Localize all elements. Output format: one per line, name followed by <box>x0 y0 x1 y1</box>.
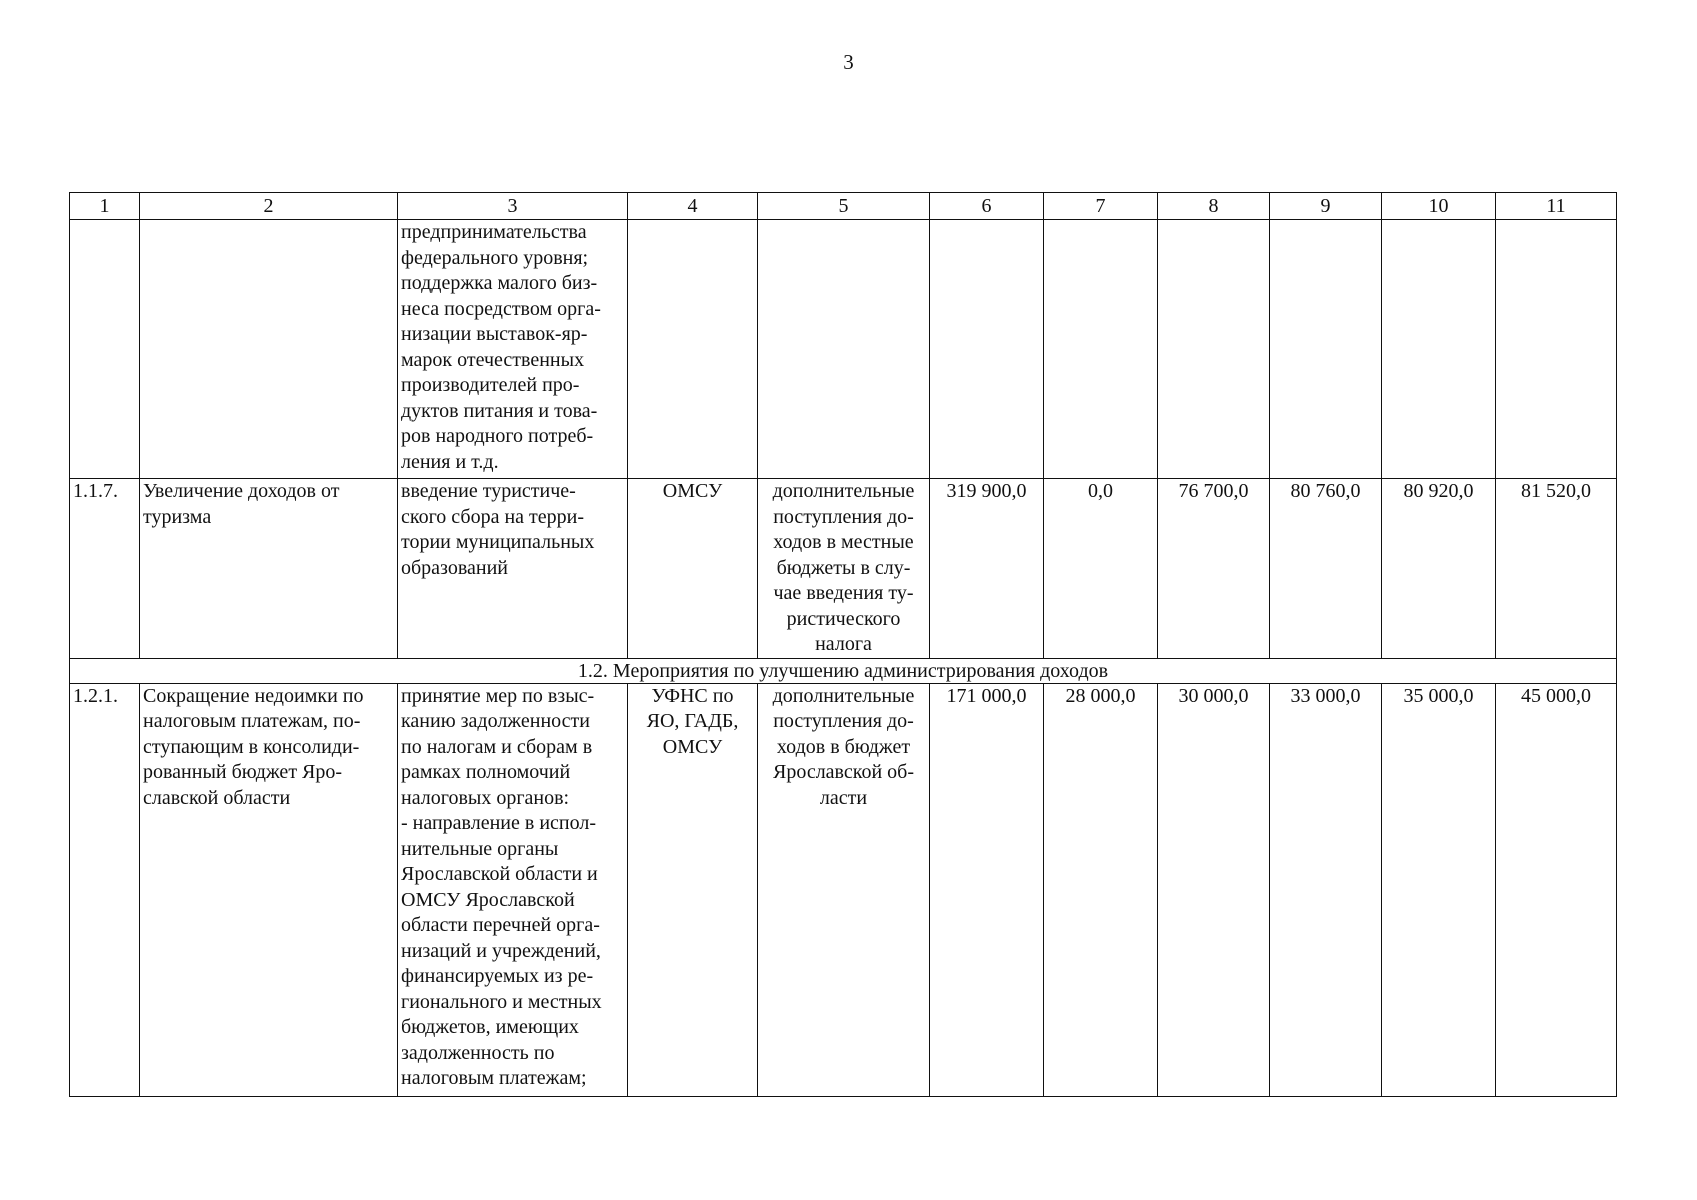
section-row-1-2 <box>70 658 1617 683</box>
col-header: 3 <box>398 193 628 220</box>
cell-executor <box>628 683 758 1096</box>
cell-measures <box>398 479 628 659</box>
text-line: ходов в местные <box>773 531 914 553</box>
text-line: низации выставок-яр- <box>401 323 588 345</box>
page-number: 3 <box>843 50 854 74</box>
cell-value: 81 520,0 <box>1496 479 1617 659</box>
cell-empty <box>1270 220 1382 479</box>
col-header: 7 <box>1044 193 1158 220</box>
text-line: - направление в испол- <box>401 812 596 834</box>
text-line: гионального и местных <box>401 990 602 1013</box>
text-line: ступающим в консолиди- <box>143 735 360 758</box>
text-line: Ярославской об- <box>772 761 914 783</box>
cell-value: 28 000,0 <box>1044 683 1158 1096</box>
text-line: Сокращение недоимки по <box>143 684 364 707</box>
cell-value: 80 920,0 <box>1382 479 1496 659</box>
text-line: дополнительные <box>772 684 915 707</box>
text-line: чае введения ту- <box>773 582 914 604</box>
cell-empty <box>1496 220 1617 479</box>
cell-number: 1.2.1. <box>70 683 140 1096</box>
text-line: дополнительные <box>772 480 915 502</box>
text-line: низаций и учреждений, <box>401 939 601 962</box>
text-line: нительные органы <box>401 837 559 860</box>
text-line: ОМСУ <box>662 735 723 758</box>
text-line: налога <box>815 633 872 655</box>
col-header: 9 <box>1270 193 1382 220</box>
text-line: производителей про- <box>401 374 580 396</box>
col-header: 6 <box>930 193 1044 220</box>
text-line: неса посредством орга- <box>401 297 601 320</box>
text-line: предпринимательства <box>401 221 587 243</box>
col-header: 11 <box>1496 193 1617 220</box>
table-header-row <box>70 193 1617 220</box>
text-line: ристического <box>786 607 901 630</box>
text-line: введение туристиче- <box>401 480 576 502</box>
text-line: финансируемых из ре- <box>401 965 594 987</box>
text-line: ЯО, ГАДБ, <box>646 710 739 732</box>
col-header: 10 <box>1382 193 1496 220</box>
text-line: рамках полномочий <box>401 761 571 783</box>
cell-name <box>140 683 398 1096</box>
text-line: славской области <box>143 786 291 809</box>
cell-empty <box>1158 220 1270 479</box>
text-line: поддержка малого биз- <box>401 272 598 294</box>
text-line: налоговым платежам, по- <box>143 710 361 732</box>
text-line: ления и т.д. <box>401 450 499 473</box>
measures-table <box>69 192 1617 1097</box>
text-line: бюджетов, имеющих <box>401 1016 579 1038</box>
text-line: Увеличение доходов от <box>143 480 340 502</box>
col-header: 8 <box>1158 193 1270 220</box>
cell-number: 1.1.7. <box>70 479 140 659</box>
cell-name <box>140 479 398 659</box>
cell-value: 30 000,0 <box>1158 683 1270 1096</box>
text-line: ходов в бюджет <box>776 735 911 758</box>
cell-measures <box>398 683 628 1096</box>
text-line: поступления до- <box>773 505 914 528</box>
col-header: 2 <box>140 193 398 220</box>
text-line: по налогам и сборам в <box>401 735 593 758</box>
cell-empty <box>70 220 140 479</box>
cell-value-total: 319 900,0 <box>930 479 1044 659</box>
text-line: тории муниципальных <box>401 531 595 553</box>
cell-empty <box>1382 220 1496 479</box>
text-line: федерального уровня; <box>401 246 589 269</box>
cell-value: 76 700,0 <box>1158 479 1270 659</box>
text-line: образований <box>401 556 509 579</box>
cell-value: 35 000,0 <box>1382 683 1496 1096</box>
col-header: 5 <box>758 193 930 220</box>
col-header: 1 <box>70 193 140 220</box>
text-line: налоговых органов: <box>401 786 570 809</box>
cell-value-total: 171 000,0 <box>930 683 1044 1096</box>
cell-value: 0,0 <box>1044 479 1158 659</box>
section-heading: 1.2. Мероприятия по улучшению администрирования доходов <box>70 658 1617 683</box>
table-row-1-2-1 <box>70 683 1617 1096</box>
text-line: бюджеты в слу- <box>776 556 911 579</box>
text-line: УФНС по <box>651 684 734 707</box>
col-header: 4 <box>628 193 758 220</box>
cell-empty <box>930 220 1044 479</box>
cell-value: 33 000,0 <box>1270 683 1382 1096</box>
text-line: рованный бюджет Яро- <box>143 761 343 783</box>
cell-empty <box>140 220 398 479</box>
text-line: марок отечественных <box>401 348 585 371</box>
cell-result <box>758 683 930 1096</box>
table-row-continuation <box>70 220 1617 479</box>
text-line: туризма <box>143 505 212 528</box>
cell-empty <box>758 220 930 479</box>
text-line: ласти <box>819 786 868 809</box>
text-line: канию задолженности <box>401 710 590 732</box>
cell-value: 80 760,0 <box>1270 479 1382 659</box>
text-line: области перечней орга- <box>401 914 600 936</box>
cell-empty <box>628 220 758 479</box>
text-line: ОМСУ <box>662 480 723 502</box>
text-line: принятие мер по взыс- <box>401 684 595 707</box>
text-line: поступления до- <box>773 710 914 732</box>
cell-empty <box>1044 220 1158 479</box>
text-line: задолженность по <box>401 1041 555 1064</box>
text-line: налоговым платежам; <box>401 1067 587 1089</box>
text-line: ского сбора на терри- <box>401 505 585 528</box>
text-line: Ярославской области и <box>401 863 598 885</box>
text-line: ОМСУ Ярославской <box>401 888 575 911</box>
cell-value: 45 000,0 <box>1496 683 1617 1096</box>
table-row-1-1-7 <box>70 479 1617 659</box>
cell-result <box>758 479 930 659</box>
text-line: дуктов питания и това- <box>401 399 598 422</box>
cell-measures <box>398 220 628 479</box>
text-line: ров народного потреб- <box>401 425 594 447</box>
cell-executor <box>628 479 758 659</box>
